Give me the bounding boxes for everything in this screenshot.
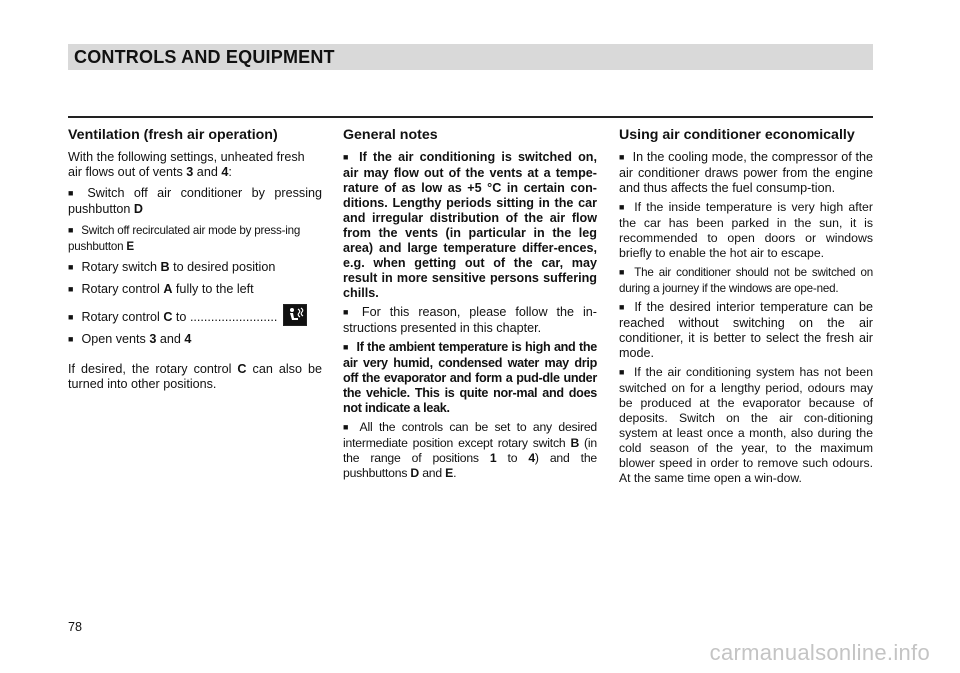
air-vent-symbol-icon (283, 304, 307, 326)
divider-rule (68, 116, 873, 118)
list-item: ■ Rotary control C to ......................... (68, 304, 322, 326)
column-economical-use (619, 126, 873, 490)
ventilation-outro: If desired, the rotary control C can also be turned into other positions. (68, 362, 322, 391)
tip-paragraph: ■ In the cooling mode, the compressor of the air conditioner draws power from the engine and thus affects the fuel consump-tion. (619, 150, 873, 196)
list-item: ■ Switch off recirculated air mode by press-ing pushbutton E (68, 223, 322, 254)
note-paragraph: ■ If the air conditioning is switched on, air may flow out of the vents at a tempe-rature of as low as +5 °C in certain con-ditions. Lengthy periods sitting in the car and irregular distribution of the air flow from the vents (in particular in the leg area) and large temperature differ-ences, e.g. when getting out of the car, may result in more sensitive persons suffering chills. (343, 150, 597, 301)
list-item: ■ Open vents 3 and 4 (68, 332, 322, 348)
ventilation-heading: Ventilation (fresh air operation) (68, 127, 278, 143)
column-ventilation (68, 126, 322, 396)
list-item: ■ Switch off air conditioner by pressing pushbutton D (68, 186, 322, 217)
note-paragraph: ■ All the controls can be set to any desired intermediate position except rotary switch B (in the range of positions 1 to 4) and the pushbuttons D and E. (343, 420, 597, 481)
list-item: ■ Rotary switch B to desired position (68, 260, 322, 276)
tip-paragraph: ■ If the inside temperature is very high after the car has been parked in the sun, it is recommended to open doors or windows briefly to enable the hot air to escape. (619, 200, 873, 261)
section-header-bar (68, 44, 873, 70)
economical-use-heading: Using air conditioner economically (619, 127, 855, 143)
page-number: 78 (68, 620, 83, 634)
section-title: CONTROLS AND EQUIPMENT (74, 47, 335, 67)
watermark: carmanualsonline.info (709, 640, 930, 665)
tip-paragraph: ■ The air conditioner should not be switched on during a journey if the windows are ope-ned. (619, 265, 873, 296)
note-paragraph: ■ For this reason, please follow the in-structions presented in this chapter. (343, 305, 597, 336)
general-notes-heading: General notes (343, 127, 438, 143)
tip-paragraph: ■ If the desired interior temperature can be reached without switching on the air conditioner, it is better to select the fresh air mode. (619, 300, 873, 361)
ventilation-intro: With the following settings, unheated fresh air flows out of vents 3 and 4: (68, 150, 305, 179)
note-paragraph: ■ If the ambient temperature is high and the air very humid, condensed water may drip off the evaporator and form a pud-dle under the vehicle. This is quite nor-mal and does not indicate a leak. (343, 340, 597, 416)
column-general-notes (343, 126, 597, 485)
list-item: ■ Rotary control A fully to the left (68, 282, 322, 298)
tip-paragraph: ■ If the air conditioning system has not been switched on for a lengthy period, odours may be produced at the evaporator because of deposits. Switch on the air con-ditioning system at least once a month, also during the cold season of the year, to the maximum blower speed in order to remove such odours. At the same time open a win-dow. (619, 365, 873, 486)
